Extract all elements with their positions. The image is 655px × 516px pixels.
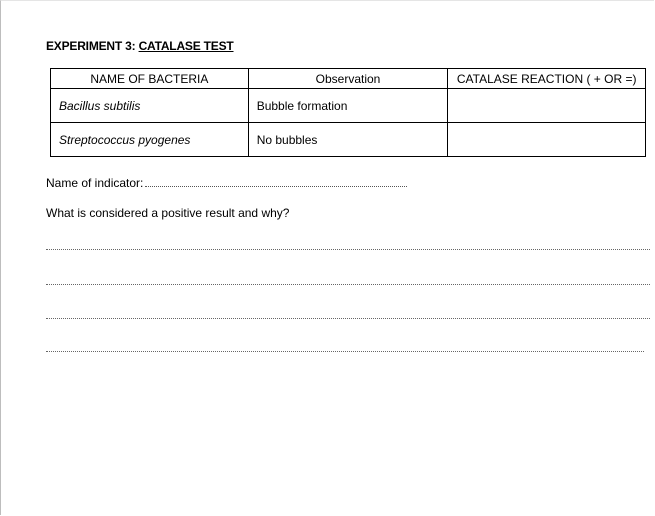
bacteria-name-cell: Streptococcus pyogenes <box>51 123 249 157</box>
catalase-reaction-cell[interactable] <box>448 123 646 157</box>
answer-line[interactable] <box>46 249 650 250</box>
experiment-heading <box>46 39 234 53</box>
indicator-answer-line[interactable] <box>145 176 407 187</box>
header-catalase-reaction: CATALASE REACTION ( + OR =) <box>448 69 646 89</box>
observation-cell: No bubbles <box>248 123 448 157</box>
experiment-number: EXPERIMENT 3: <box>46 39 136 53</box>
header-observation: Observation <box>248 69 448 89</box>
observation-cell: Bubble formation <box>248 89 448 123</box>
indicator-label: Name of indicator: <box>46 176 144 190</box>
table-row <box>51 123 646 157</box>
header-bacteria: NAME OF BACTERIA <box>51 69 249 89</box>
catalase-reaction-cell[interactable] <box>448 89 646 123</box>
indicator-field <box>46 176 407 190</box>
answer-line[interactable] <box>46 284 650 285</box>
answer-line[interactable] <box>46 351 644 352</box>
bacteria-name-cell: Bacillus subtilis <box>51 89 249 123</box>
positive-result-question: What is considered a positive result and why? <box>46 206 290 220</box>
test-name: CATALASE TEST <box>138 39 234 53</box>
answer-line[interactable] <box>46 318 650 319</box>
table-row <box>51 89 646 123</box>
results-table <box>50 68 646 157</box>
table-header-row <box>51 69 646 89</box>
